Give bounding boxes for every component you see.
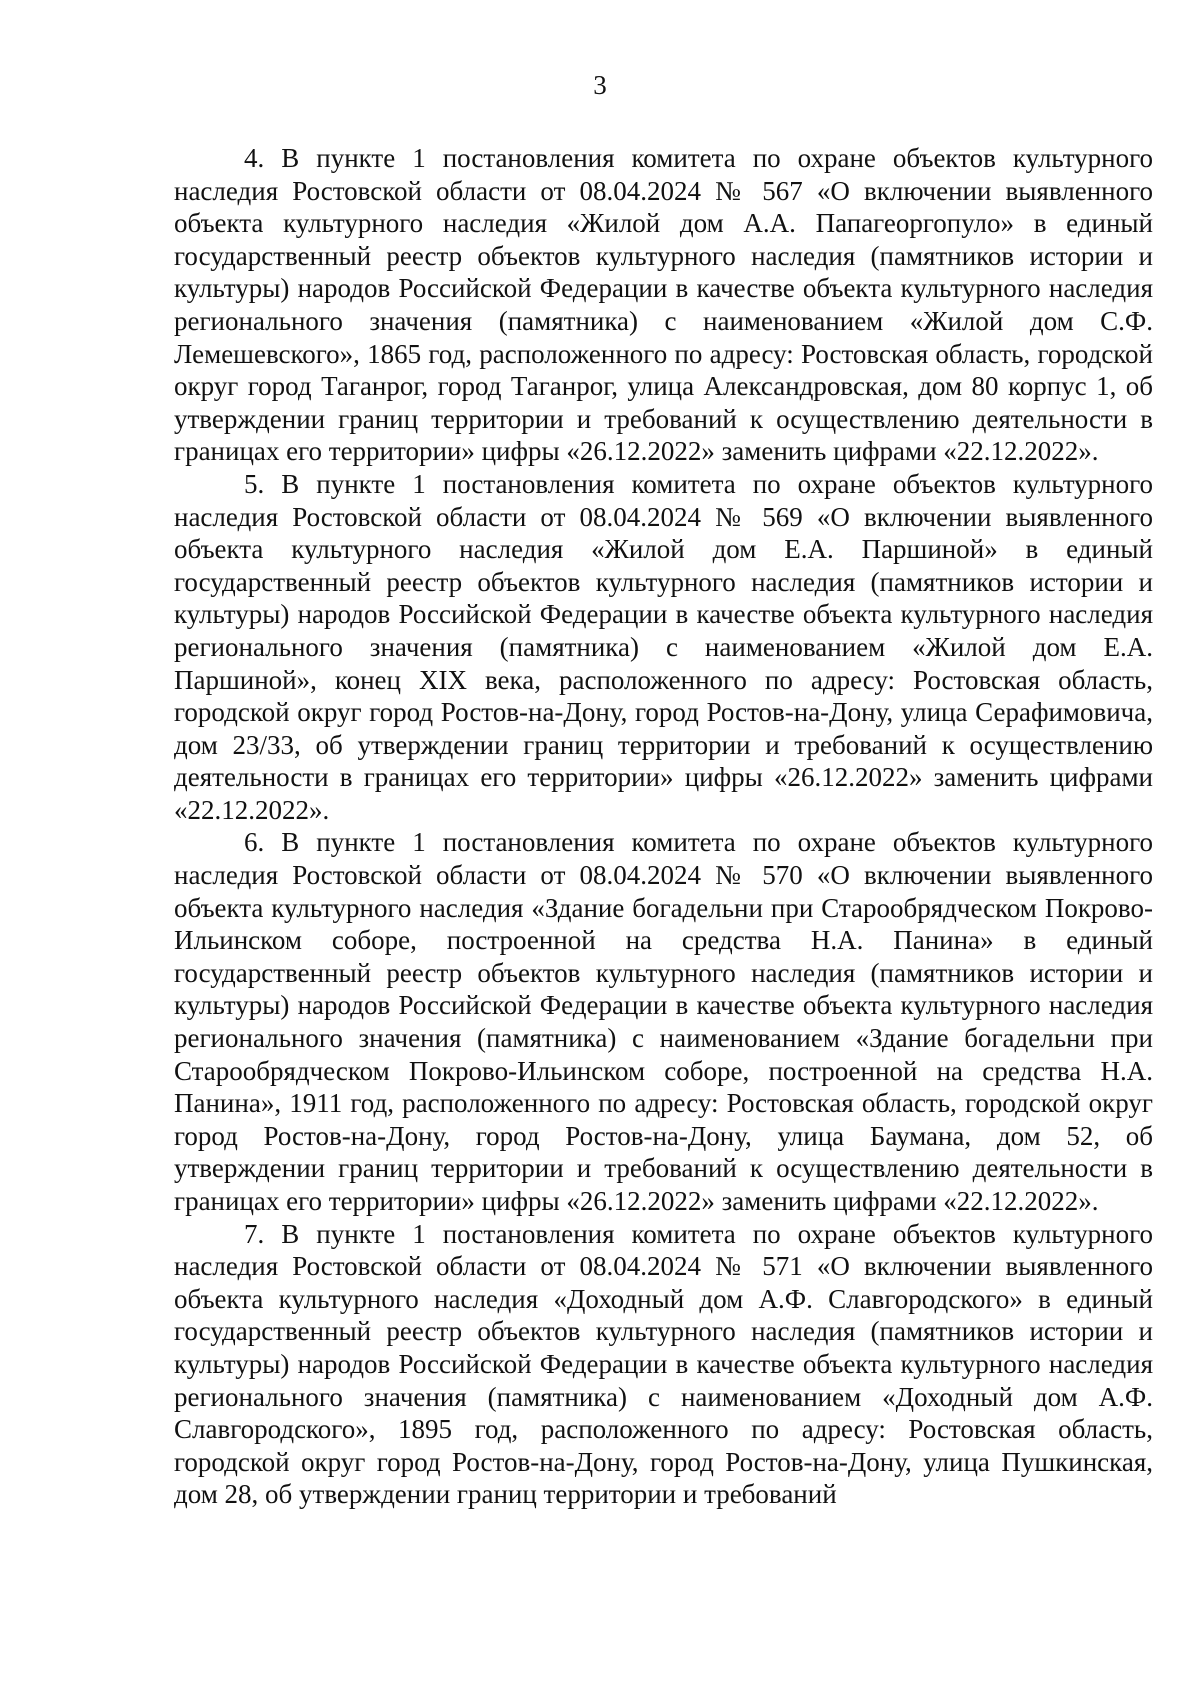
paragraph-item-7: 7. В пункте 1 постановления комитета по охране объектов культурного наследия Ростовской области от 08.04.2024 № 571 «О включении выявленного объекта культурного наследия «Доходный дом А.Ф. Славгородского» в единый государственный реестр объектов культурного наследия (памятников истории и культуры) народов Российской Федерации в качестве объекта культурного наследия регионального значения (памятника) с наименованием «Доходный дом А.Ф. Славгородского», 1895 год, расположенного по адресу: Ростовская область, городской округ город Ростов-на-Дону, город Ростов-на-Дону, улица Пушкинская, дом 28, об утверждении границ территории и требований <box>174 1218 1153 1510</box>
document-body <box>174 142 1153 1511</box>
paragraph-item-6: 6. В пункте 1 постановления комитета по охране объектов культурного наследия Ростовской области от 08.04.2024 № 570 «О включении выявленного объекта культурного наследия «Здание богадельни при Старообрядческом Покрово-Ильинском соборе, построенной на средства Н.А. Панина» в единый государственный реестр объектов культурного наследия (памятников истории и культуры) народов Российской Федерации в качестве объекта культурного наследия регионального значения (памятника) с наименованием «Здание богадельни при Старообрядческом Покрово-Ильинском соборе, построенной на средства Н.А. Панина», 1911 год, расположенного по адресу: Ростовская область, городской округ город Ростов-на-Дону, город Ростов-на-Дону, улица Баумана, дом 52, об утверждении границ территории и требований к осуществлению деятельности в границах его территории» цифры «26.12.2022» заменить цифрами «22.12.2022». <box>174 827 1153 1216</box>
paragraph-item-4: 4. В пункте 1 постановления комитета по охране объектов культурного наследия Ростовской области от 08.04.2024 № 567 «О включении выявленного объекта культурного наследия «Жилой дом А.А. Папагеоргопуло» в единый государственный реестр объектов культурного наследия (памятников истории и культуры) народов Российской Федерации в качестве объекта культурного наследия регионального значения (памятника) с наименованием «Жилой дом С.Ф. Лемешевского», 1865 год, расположенного по адресу: Ростовская область, городской округ город Таганрог, город Таганрог, улица Александровская, дом 80 корпус 1, об утверждении границ территории и требований к осуществлению деятельности в границах его территории» цифры «26.12.2022» заменить цифрами «22.12.2022». <box>174 143 1153 467</box>
page-number: 3 <box>593 70 607 100</box>
paragraph-item-5: 5. В пункте 1 постановления комитета по охране объектов культурного наследия Ростовской области от 08.04.2024 № 569 «О включении выявленного объекта культурного наследия «Жилой дом Е.А. Паршиной» в единый государственный реестр объектов культурного наследия (памятников истории и культуры) народов Российской Федерации в качестве объекта культурного наследия регионального значения (памятника) с наименованием «Жилой дом Е.А. Паршиной», конец XIX века, расположенного по адресу: Ростовская область, городской округ город Ростов-на-Дону, город Ростов-на-Дону, улица Серафимовича, дом 23/33, об утверждении границ территории и требований к осуществлению деятельности в границах его территории» цифры «26.12.2022» заменить цифрами «22.12.2022». <box>174 468 1153 825</box>
